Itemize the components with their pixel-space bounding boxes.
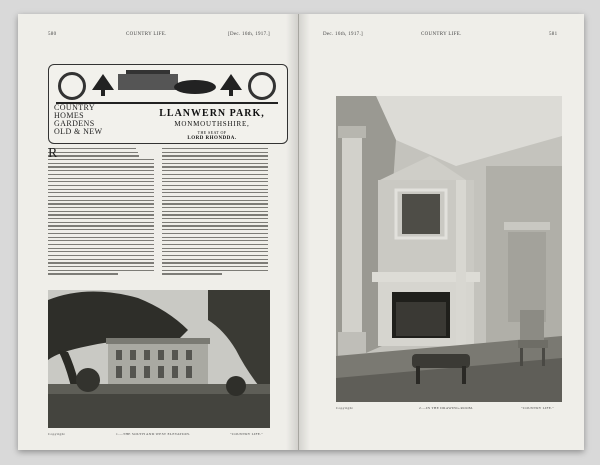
article-county: MONMOUTHSHIRE, xyxy=(174,120,250,128)
tree-icon xyxy=(92,74,114,90)
swirl-left-icon xyxy=(58,72,86,100)
exterior-photo xyxy=(48,290,270,428)
swirl-right-icon xyxy=(248,72,276,100)
series-word-homes: HOMES xyxy=(54,111,85,120)
article-seat-line: THE SEAT OF xyxy=(197,130,227,135)
right-photo-caption: 2.—IN THE DRAWING-ROOM. xyxy=(419,406,474,410)
left-photo-credit-right: "COUNTRY LIFE." xyxy=(230,432,264,436)
magazine-spread xyxy=(18,14,584,450)
text-column-2 xyxy=(162,148,268,282)
right-running-title: COUNTRY LIFE. xyxy=(421,32,462,37)
house-icon xyxy=(118,74,178,90)
drop-cap: R xyxy=(48,148,58,161)
interior-photo xyxy=(336,96,562,402)
right-photo-credit: Copyright xyxy=(336,406,353,410)
airship-icon xyxy=(174,80,216,94)
interior-photo-drawing xyxy=(336,96,562,402)
left-date: [Dec. 16th, 1917.] xyxy=(228,32,270,37)
series-title xyxy=(54,104,132,136)
series-word-country: COUNTRY xyxy=(54,103,96,112)
right-page-number: 581 xyxy=(549,32,558,37)
exterior-photo-drawing xyxy=(48,290,270,428)
article-title-block xyxy=(146,108,278,141)
right-photo-credit-right: "COUNTRY LIFE." xyxy=(521,406,555,410)
series-word-gardens: GARDENS xyxy=(54,119,95,128)
left-page-number: 580 xyxy=(48,32,57,37)
left-running-title: COUNTRY LIFE. xyxy=(126,32,167,37)
masthead xyxy=(48,64,286,144)
article-body xyxy=(48,148,270,282)
tree-icon xyxy=(220,74,242,90)
right-page xyxy=(299,14,584,450)
series-word-old-new: OLD & NEW xyxy=(54,127,103,136)
scroll-ornament-icon xyxy=(56,68,278,104)
left-page xyxy=(18,14,299,450)
right-date: Dec. 16th, 1917.] xyxy=(323,32,363,37)
left-photo-caption: 1.—THE SOUTH AND WEST ELEVATION. xyxy=(116,432,191,436)
left-photo-credit: Copyright xyxy=(48,432,65,436)
article-owner: LORD RHONDDA. xyxy=(187,136,237,141)
text-column-1 xyxy=(48,148,154,282)
article-title: LLANWERN PARK, xyxy=(159,108,265,119)
